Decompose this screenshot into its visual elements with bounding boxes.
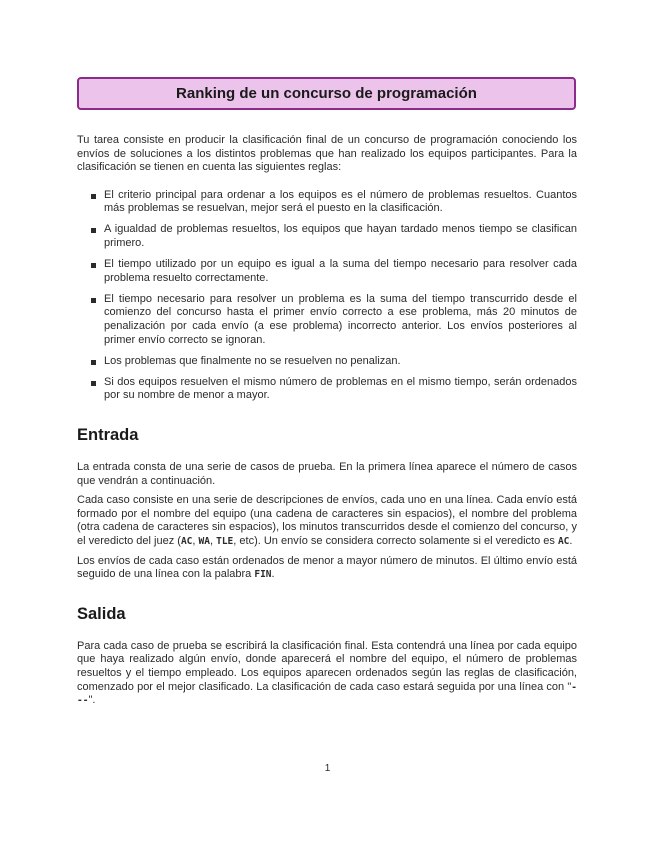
- entrada-p2-text-c: .: [569, 534, 573, 547]
- intro-paragraph: Tu tarea consiste en producir la clasificación final de un concurso de programación conociendo los envíos de soluciones a los distintos problemas que han realizado los equipos participantes. Para la clasificación se tienen en cuenta las siguientes reglas:: [77, 134, 577, 174]
- bullet-icon: [91, 194, 96, 199]
- rule-item: [77, 258, 577, 285]
- rule-item: [77, 293, 577, 347]
- separator: ,: [209, 534, 217, 547]
- rule-item: [77, 189, 577, 216]
- bullet-icon: [91, 298, 96, 303]
- salida-p1-text-b: ".: [88, 694, 96, 707]
- bullet-icon: [91, 360, 96, 365]
- salida-heading: Salida: [77, 604, 126, 623]
- verdict-ac-correct: AC: [557, 535, 570, 547]
- entrada-heading: Entrada: [77, 426, 139, 444]
- entrada-paragraph-1: La entrada consta de una serie de casos de prueba. En la primera línea aparece el número de casos que vendrán a continuación.: [77, 461, 577, 487]
- entrada-p2-text-b: , etc). Un envío se considera correcto solamente si el veredicto es: [233, 534, 558, 547]
- verdict-wa: WA: [198, 535, 210, 547]
- title-box: [77, 77, 576, 110]
- bullet-icon: [91, 263, 96, 268]
- separator-dashes: ---: [77, 681, 577, 707]
- salida-paragraph-1: [77, 640, 577, 708]
- rule-item: [77, 376, 577, 403]
- keyword-fin: FIN: [254, 569, 272, 581]
- verdict-tle: TLE: [216, 535, 234, 547]
- separator: ,: [192, 534, 199, 547]
- entrada-p3-text-a: Los envíos de cada caso están ordenados de menor a mayor número de minutos. El último envío está seguido de una línea con la palabra: [77, 554, 577, 581]
- bullet-icon: [91, 381, 96, 386]
- entrada-paragraph-2: [77, 494, 577, 548]
- entrada-p2-text-a: Cada caso consiste en una serie de descripciones de envíos, cada uno en una línea. Cada envío está formado por el nombre del equipo (una cadena de caracteres sin espacios), el nombre del problema (otra cadena de caracteres sin espacios), los minutos transcurridos desde el comienzo del concurso, y el veredicto del juez (: [77, 494, 577, 547]
- salida-p1-text-a: Para cada caso de prueba se escribirá la clasificación final. Esta contendrá una línea por cada equipo que haya realizado algún envío, donde aparecerá el nombre del equipo, el número de problemas resueltos y el tiempo empleado. Los equipos aparecen ordenados según las reglas de clasificación, comenzado por el mejor clasificado. La clasificación de cada caso estará seguida por una línea con ": [77, 639, 577, 693]
- rule-text: El tiempo utilizado por un equipo es igual a la suma del tiempo necesario para resolver cada problema resuelto correctamente.: [104, 258, 577, 284]
- rules-list: [77, 189, 577, 403]
- bullet-icon: [91, 228, 96, 233]
- rule-item: [77, 355, 577, 369]
- content: [77, 134, 577, 714]
- rule-item: [77, 223, 577, 250]
- rule-text: El tiempo necesario para resolver un problema es la suma del tiempo transcurrido desde el comienzo del concurso hasta el primer envío correcto a ese problema, más 20 minutos de penalización por cada envío (a ese problema) incorrecto anterior. Los envíos posteriores al primer envío correcto se ignoran.: [104, 292, 577, 346]
- entrada-p3-text-b: .: [271, 568, 275, 581]
- entrada-paragraph-3: [77, 555, 577, 582]
- rule-text: Si dos equipos resuelven el mismo número de problemas en el mismo tiempo, serán ordenados por su nombre de menor a mayor.: [104, 375, 577, 402]
- rule-text: Los problemas que finalmente no se resuelven no penalizan.: [104, 354, 401, 367]
- verdict-ac: AC: [180, 535, 193, 547]
- page-title: Ranking de un concurso de programación: [176, 84, 477, 102]
- page-number: 1: [324, 763, 331, 774]
- rule-text: El criterio principal para ordenar a los equipos es el número de problemas resueltos. Cuantos más problemas se resuelvan, mejor será el puesto en la clasificación.: [104, 188, 577, 215]
- rule-text: A igualdad de problemas resueltos, los equipos que hayan tardado menos tiempo se clasifican primero.: [104, 223, 577, 250]
